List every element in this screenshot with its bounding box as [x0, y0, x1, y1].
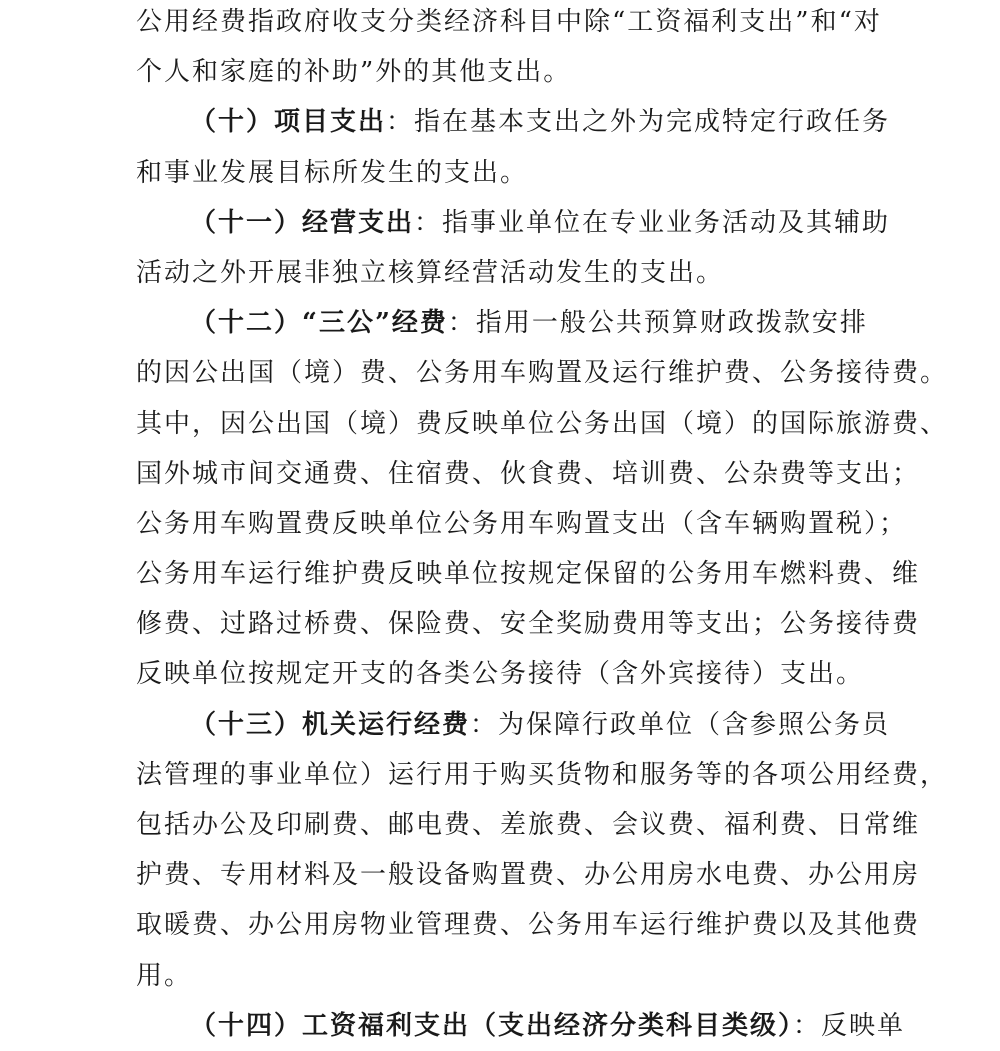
paragraph-line [136, 248, 896, 298]
line-text: 公务用车购置费反映单位公务用车购置支出（含车辆购置税）； [136, 508, 908, 539]
paragraph-line [136, 599, 921, 649]
line-text: ：指事业单位在专业业务活动及其辅助 [414, 207, 891, 238]
line-text: 反映单位按规定开支的各类公务接待（含外宾接待）支出。 [136, 659, 865, 690]
paragraph-line [136, 649, 896, 699]
line-text: 修费、过路过桥费、保险费、安全奖励费用等支出；公务接待费 [136, 609, 921, 640]
section-heading: （十二）“三公”经费 [190, 308, 448, 339]
line-text: 个人和家庭的补助”外的其他支出。 [136, 57, 572, 88]
line-text: ：为保障行政单位（含参照公务员 [470, 709, 891, 740]
paragraph-line [136, 900, 921, 950]
paragraph-line [136, 148, 896, 198]
line-text: 活动之外开展非独立核算经营活动发生的支出。 [136, 257, 725, 288]
document-body [136, 0, 949, 1051]
section-heading: （十一）经营支出 [190, 207, 415, 238]
line-text: ：反映单 [793, 1010, 906, 1041]
line-text: ：指在基本支出之外为完成特定行政任务 [386, 107, 891, 138]
line-text: 包括办公及印刷费、邮电费、差旅费、会议费、福利费、日常维 [136, 810, 921, 840]
section-14-heading-line [136, 1001, 906, 1051]
section-heading: （十四）工资福利支出（支出经济分类科目类级） [190, 1010, 794, 1041]
section-10-heading-line [136, 97, 896, 147]
line-text: 和事业发展目标所发生的支出。 [136, 157, 529, 188]
line-text: 法管理的事业单位）运行用于购买货物和服务等的各项公用经费， [136, 759, 949, 790]
paragraph-line [136, 47, 896, 97]
paragraph-line [136, 800, 921, 850]
paragraph-line [136, 750, 949, 800]
line-text: 用。 [136, 960, 193, 991]
paragraph-line [136, 0, 896, 47]
paragraph-line [136, 850, 921, 900]
line-text: 的因公出国（境）费、公务用车购置及运行维护费、公务接待费。 [136, 358, 949, 389]
section-heading: （十）项目支出 [190, 107, 387, 138]
line-text: 其中，因公出国（境）费反映单位公务出国（境）的国际旅游费、 [136, 408, 949, 439]
paragraph-line [136, 348, 949, 398]
line-text: ：指用一般公共预算财政拨款安排 [447, 308, 868, 339]
paragraph-line [136, 951, 896, 1001]
paragraph-line [136, 499, 908, 549]
paragraph-line [136, 399, 949, 449]
section-12-heading-line [136, 298, 896, 348]
section-heading: （十三）机关运行经费 [190, 709, 471, 740]
paragraph-line [136, 449, 921, 499]
line-text: 国外城市间交通费、住宿费、伙食费、培训费、公杂费等支出； [136, 458, 921, 489]
section-13-heading-line [136, 700, 896, 750]
paragraph-line [136, 549, 921, 599]
line-text: 公务用车运行维护费反映单位按规定保留的公务用车燃料费、维 [136, 559, 921, 590]
section-11-heading-line [136, 198, 896, 248]
line-text: 取暖费、办公用房物业管理费、公务用车运行维护费以及其他费 [136, 910, 921, 941]
line-text: 护费、专用材料及一般设备购置费、办公用房水电费、办公用房 [136, 860, 921, 891]
line-text: 公用经费指政府收支分类经济科目中除“工资福利支出”和“对 [136, 7, 882, 37]
